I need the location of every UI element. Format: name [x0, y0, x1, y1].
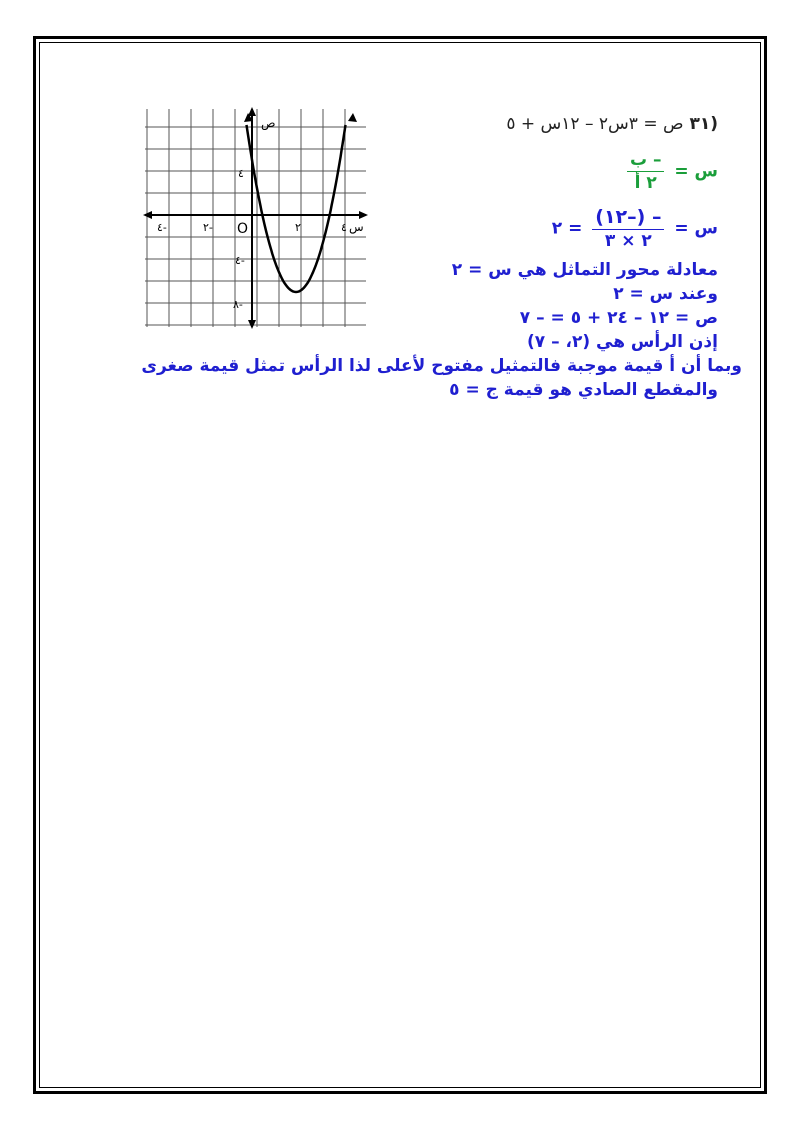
axis-equation-line: معادلة محور التماثل هي س = ٢ — [451, 260, 718, 280]
x-tick-label: ٢- — [203, 221, 213, 234]
solution-text — [141, 108, 742, 448]
problem-line — [506, 114, 718, 134]
fraction-denominator: ٢ × ٣ — [604, 231, 652, 251]
x-axis-label: س — [349, 220, 364, 234]
y-tick-label: ٤ — [238, 167, 244, 180]
when-x-line: وعند س = ٢ — [613, 284, 718, 304]
x-tick-label: ٢ — [295, 221, 301, 234]
problem-equation: ص = ٣س٢ – ١٢س + ٥ — [506, 114, 684, 134]
origin-label: O — [237, 221, 249, 237]
vertex-line: إذن الرأس هي (٢، – ٧) — [526, 332, 718, 352]
substitution-fraction — [592, 206, 664, 251]
y-tick-label: ٤- — [235, 254, 245, 267]
y-tick-label: ٨- — [233, 298, 243, 311]
conclusion-line: وبما أن أ قيمة موجبة فالتمثيل مفتوح لأعلى لذا الرأس تمثل قيمة صغرى — [141, 356, 742, 376]
fraction-numerator: – ب — [627, 150, 665, 172]
y-calc-line: ص = ١٢ – ٢٤ + ٥ = – ٧ — [519, 308, 718, 328]
fraction-denominator: ٢ أ — [634, 173, 657, 193]
substitution-lhs: س = — [674, 218, 718, 239]
problem-number: (٣١ — [689, 114, 718, 134]
intercept-line: والمقطع الصادي هو قيمة ج = ٥ — [449, 380, 718, 400]
x-tick-label: ٤ — [341, 221, 347, 234]
y-axis-label: ص — [261, 116, 276, 130]
axis-formula-fraction — [627, 150, 665, 193]
substitution-result: = ٢ — [551, 218, 583, 239]
axis-formula-lhs: س = — [674, 161, 718, 182]
substitution-line — [552, 206, 718, 251]
axis-formula — [623, 150, 718, 193]
x-tick-label: ٤- — [157, 221, 167, 234]
fraction-numerator: – (–١٢) — [592, 206, 664, 230]
